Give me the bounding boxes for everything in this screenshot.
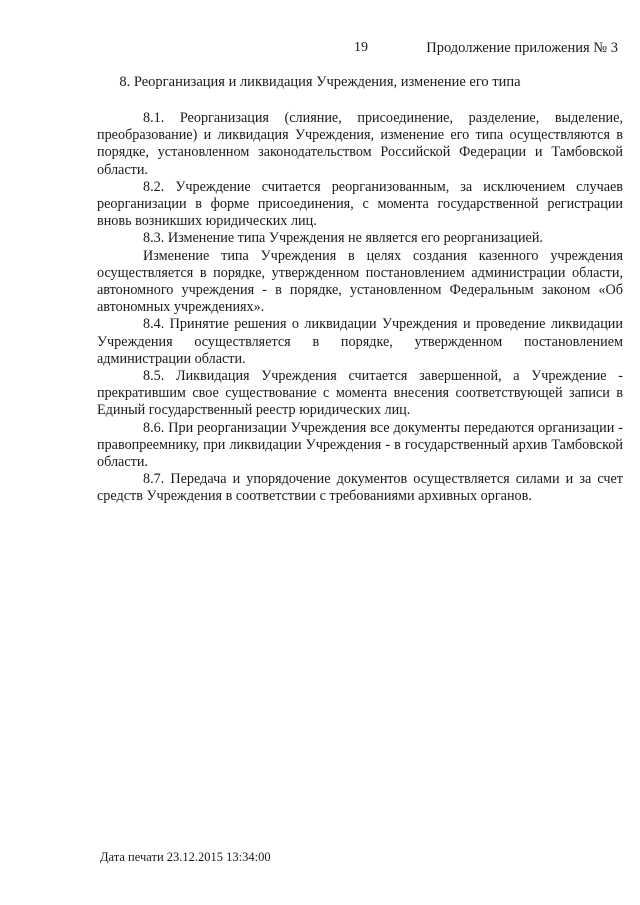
paragraph-8-2: 8.2. Учреждение считается реорганизованным, за исключением случаев реорганизации в форме присоединения, с момента государственной регистрации вновь возникших юридических лиц. xyxy=(97,178,623,230)
paragraph-8-3: 8.3. Изменение типа Учреждения не является его реорганизацией. xyxy=(143,230,543,247)
paragraph-8-6: 8.6. При реорганизации Учреждения все документы передаются организации - правопреемнику, при ликвидации Учреждения - в государственный архив Тамбовской области. xyxy=(97,419,623,471)
paragraph-8-4: 8.4. Принятие решения о ликвидации Учреждения и проведение ликвидации Учреждения осуществляется в порядке, утвержденном постановлением администрации области. xyxy=(97,316,623,367)
paragraph-8-1: 8.1. Реорганизация (слияние, присоединение, разделение, выделение, преобразование) и ликвидация Учреждения, изменение его типа осуществляются в порядке, установленном законодательством Российской Федерации и Тамбовской области. xyxy=(97,110,623,178)
paragraph-8-5: 8.5. Ликвидация Учреждения считается завершенной, а Учреждение - прекратившим свое существование с момента внесения соответствующей записи в Единый государственный реестр юридических лиц. xyxy=(97,368,623,419)
paragraph-type-change: Изменение типа Учреждения в целях создания казенного учреждения осуществляется в порядке, утвержденном постановлением администрации области, автономного учреждения - в порядке, установленном Федеральным законом «Об автономных учреждениях». xyxy=(97,247,623,316)
appendix-label: Продолжение приложения № 3 xyxy=(426,40,618,56)
section-body xyxy=(97,110,623,506)
page-number: 19 xyxy=(354,40,368,55)
paragraph-8-7: 8.7. Передача и упорядочение документов осуществляется силами и за счет средств Учреждения в соответствии с требованиями архивных органов. xyxy=(97,471,623,505)
print-date: Дата печати 23.12.2015 13:34:00 xyxy=(100,850,271,864)
section-title: 8. Реорганизация и ликвидация Учреждения, изменение его типа xyxy=(119,74,521,90)
